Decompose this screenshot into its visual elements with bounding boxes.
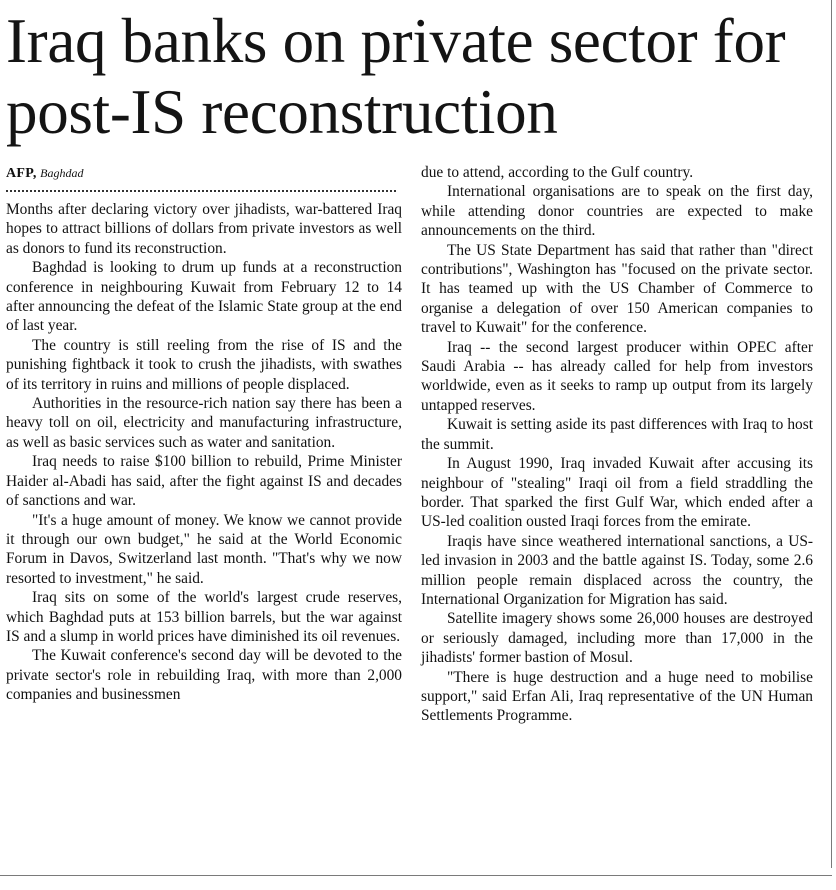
paragraph: "It's a huge amount of money. We know we cannot provide it through our own budget," he said at the World Economic Forum in Davos, Switzerland last month. "That's why we now resorted to investment," he said. (6, 511, 402, 587)
paragraph: Iraq -- the second largest producer within OPEC after Saudi Arabia -- has already called for help from investors worldwide, even as it seeks to ramp up output from its largely untapped reserves. (421, 338, 813, 414)
dotted-divider (6, 190, 396, 192)
paragraph: Authorities in the resource-rich nation say there has been a heavy toll on oil, electricity and manufacturing infrastructure, as well as basic services such as water and sanitation. (6, 395, 402, 451)
paragraph: Iraq sits on some of the world's largest crude reserves, which Baghdad puts at 153 billion barrels, but the war against IS and a slump in world prices have diminished its oil revenues. (6, 589, 402, 645)
paragraph: "There is huge destruction and a huge need to mobilise support," said Erfan Ali, Iraq representative of the UN Human Settlements Programme. (421, 668, 813, 725)
paragraph: Satellite imagery shows some 26,000 houses are destroyed or seriously damaged, including more than 17,000 in the jihadists' former bastion of Mosul. (421, 610, 813, 667)
byline (6, 164, 402, 186)
column-left (6, 160, 402, 705)
paragraph: The US State Department has said that rather than "direct contributions", Washington has "focused on the private sector. It has teamed up with the US Chamber of Commerce to organise a delegation of over 150 American companies to travel to Kuwait" for the conference. (421, 241, 813, 337)
paragraph: Baghdad is looking to drum up funds at a reconstruction conference in neighbouring Kuwait from February 12 to 14 after announcing the defeat of the Islamic State group at the end of last year. (6, 259, 402, 335)
paragraph-continued: due to attend, according to the Gulf country. (421, 164, 694, 181)
paragraph: International organisations are to speak on the first day, while attending donor countries are expected to make announcements on the third. (421, 183, 813, 240)
paragraph: In August 1990, Iraq invaded Kuwait after accusing its neighbour of "stealing" Iraqi oil from a field straddling the border. That sparked the first Gulf War, which ended after a US-led coalition ousted Iraqi forces from the emirate. (421, 455, 813, 531)
paragraph: The country is still reeling from the rise of IS and the punishing fightback it took to crush the jihadists, with swathes of its territory in ruins and millions of people displaced. (6, 336, 402, 393)
right-border-rule (831, 0, 832, 868)
headline: Iraq banks on private sector for post-IS reconstruction (6, 6, 786, 147)
paragraph: Kuwait is setting aside its past differences with Iraq to host the summit. (421, 416, 813, 453)
paragraph: Iraq needs to raise $100 billion to rebuild, Prime Minister Haider al-Abadi has said, after the fight against IS and decades of sanctions and war. (6, 453, 402, 510)
byline-agency: AFP, (6, 166, 37, 181)
paragraph: Iraqis have since weathered international sanctions, a US-led invasion in 2003 and the battle against IS. Today, some 2.6 million people remain displaced across the country, the International Organization for Migration has said. (421, 532, 813, 608)
paragraph: The Kuwait conference's second day will be devoted to the private sector's role in rebuilding Iraq, with more than 2,000 companies and businessmen (6, 647, 402, 704)
bottom-border-rule (0, 875, 832, 876)
paragraph: Months after declaring victory over jihadists, war-battered Iraq hopes to attract billions of dollars from private investors as well as donors to fund its reconstruction. (6, 201, 402, 257)
column-right (421, 163, 813, 726)
byline-dateline: Baghdad (40, 166, 84, 180)
